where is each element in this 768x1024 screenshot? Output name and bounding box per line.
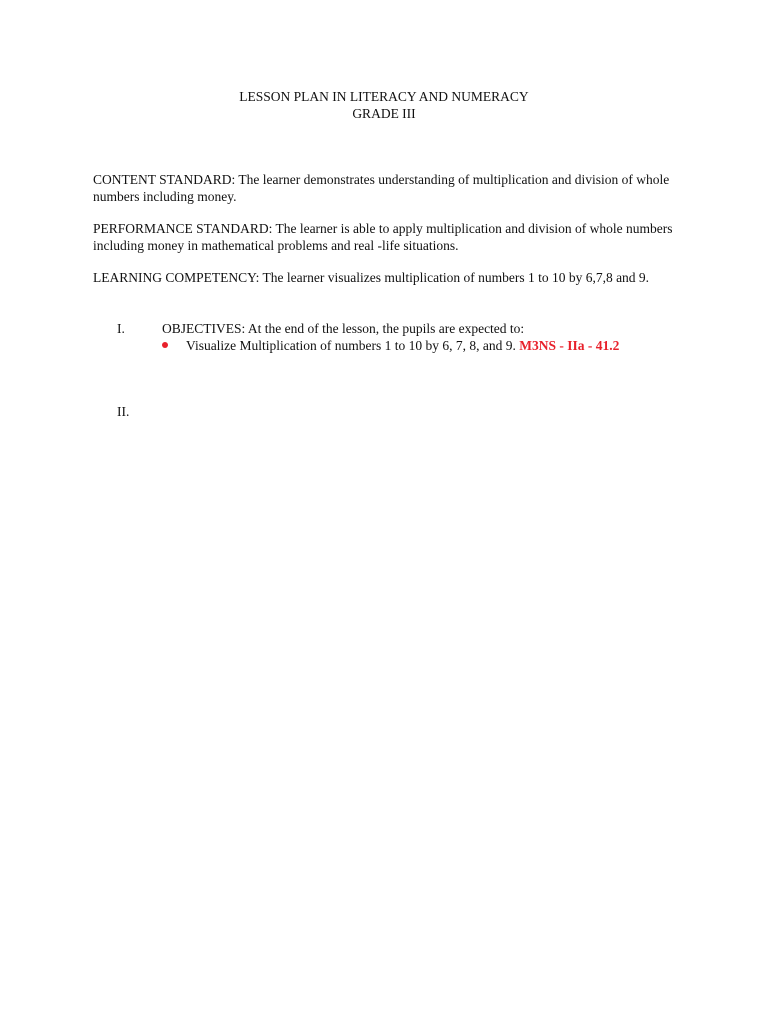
section-numeral: II. (117, 404, 130, 419)
content-standard-label: CONTENT STANDARD (93, 172, 232, 187)
learning-competency-label: LEARNING COMPETENCY (93, 270, 256, 285)
learning-competency-paragraph (93, 269, 673, 286)
section-heading: OBJECTIVES: At the end of the lesson, the pupils are expected to: (162, 321, 525, 336)
performance-standard-label: PERFORMANCE STANDARD (93, 221, 269, 236)
title-line-2: GRADE III (352, 106, 416, 121)
learning-competency-text: : The learner visualizes multiplication of numbers 1 to 10 by 6,7,8 and 9. (255, 270, 650, 285)
content-standard-paragraph (93, 171, 673, 205)
document-title (0, 88, 768, 122)
competency-code: M3NS - IIa - 41.2 (519, 338, 620, 353)
content-standard-text: : The learner demonstrates understanding of multiplication and division of whole numbers including money. (93, 172, 670, 204)
objective-text: Visualize Multiplication of numbers 1 to 10 by 6, 7, 8, and 9. (186, 338, 520, 353)
section-numeral: I. (117, 321, 125, 336)
title-line-1: LESSON PLAN IN LITERACY AND NUMERACY (239, 89, 529, 104)
performance-standard-text: : The learner is able to apply multiplication and division of whole numbers including money in mathematical problems and real -life situations. (93, 221, 673, 253)
performance-standard-paragraph (93, 220, 673, 254)
list-item (162, 337, 619, 354)
bullet-dot-icon (162, 342, 168, 348)
objectives-list (162, 337, 619, 354)
